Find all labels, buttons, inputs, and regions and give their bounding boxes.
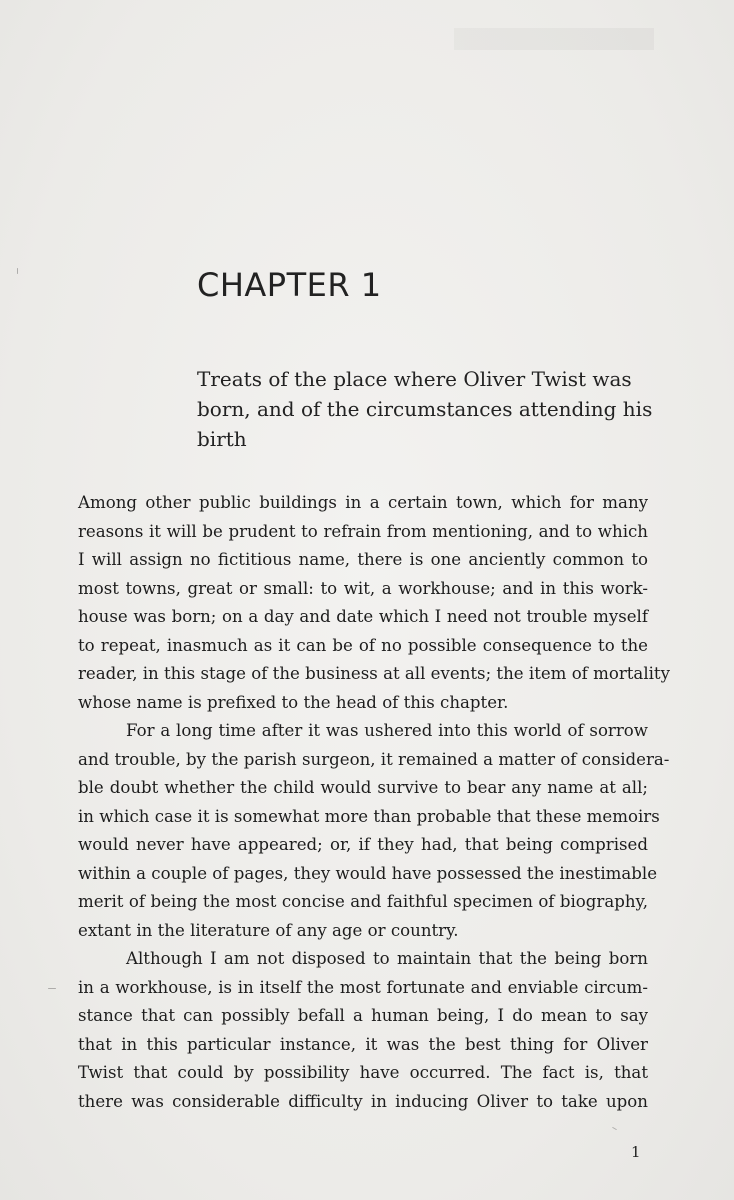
chapter-heading: CHAPTER 1 (197, 266, 382, 304)
text-line: stance that can possibly befall a human being, I do mean to say (78, 1006, 648, 1025)
text-line: extant in the literature of any age or country. (78, 920, 459, 940)
chapter-subtitle: Treats of the place where Oliver Twist was born, and of the circumstances attending his birth (197, 367, 653, 451)
text-line: Among other public buildings in a certain town, which for many (78, 493, 648, 512)
text-line: house was born; on a day and date which I need not trouble myself (78, 607, 648, 626)
text-line: merit of being the most concise and faithful specimen of biography, (78, 892, 648, 911)
text-line: most towns, great or small: to wit, a workhouse; and in this work- (78, 578, 648, 598)
text-line: in a workhouse, is in itself the most fortunate and enviable circum- (78, 977, 648, 997)
text-line: reader, in this stage of the business at all events; the item of mortality (78, 664, 670, 683)
text-line: For a long time after it was ushered into this world of sorrow (126, 721, 648, 740)
text-line: in which case it is somewhat more than probable that these memoirs (78, 806, 660, 826)
text-line: to repeat, inasmuch as it can be of no possible consequence to the (78, 635, 648, 655)
text-line: I will assign no fictitious name, there is one anciently common to (78, 550, 648, 569)
text-line: there was considerable difficulty in inducing Oliver to take upon (78, 1091, 648, 1111)
page-number: 1 (631, 1143, 641, 1161)
text-line: whose name is prefixed to the head of this chapter. (78, 692, 509, 712)
text-line: that in this particular instance, it was the best thing for Oliver (78, 1034, 648, 1054)
chapter-body (78, 489, 670, 1116)
text-line: Although I am not disposed to maintain that the being born (126, 949, 648, 968)
scan-speck (17, 268, 18, 274)
scan-speck (48, 988, 56, 989)
text-line: within a couple of pages, they would have possessed the inestimable (78, 863, 658, 883)
text-line: reasons it will be prudent to refrain from mentioning, and to which (78, 521, 648, 541)
text-line: Twist that could by possibility have occurred. The fact is, that (78, 1063, 648, 1082)
bleed-through-header (454, 28, 654, 50)
text-line: would never have appeared; or, if they had, that being comprised (78, 835, 648, 854)
text-line: ble doubt whether the child would survive to bear any name at all; (78, 778, 648, 797)
text-line: and trouble, by the parish surgeon, it remained a matter of considera- (78, 749, 670, 769)
scan-speck (612, 1127, 617, 1130)
